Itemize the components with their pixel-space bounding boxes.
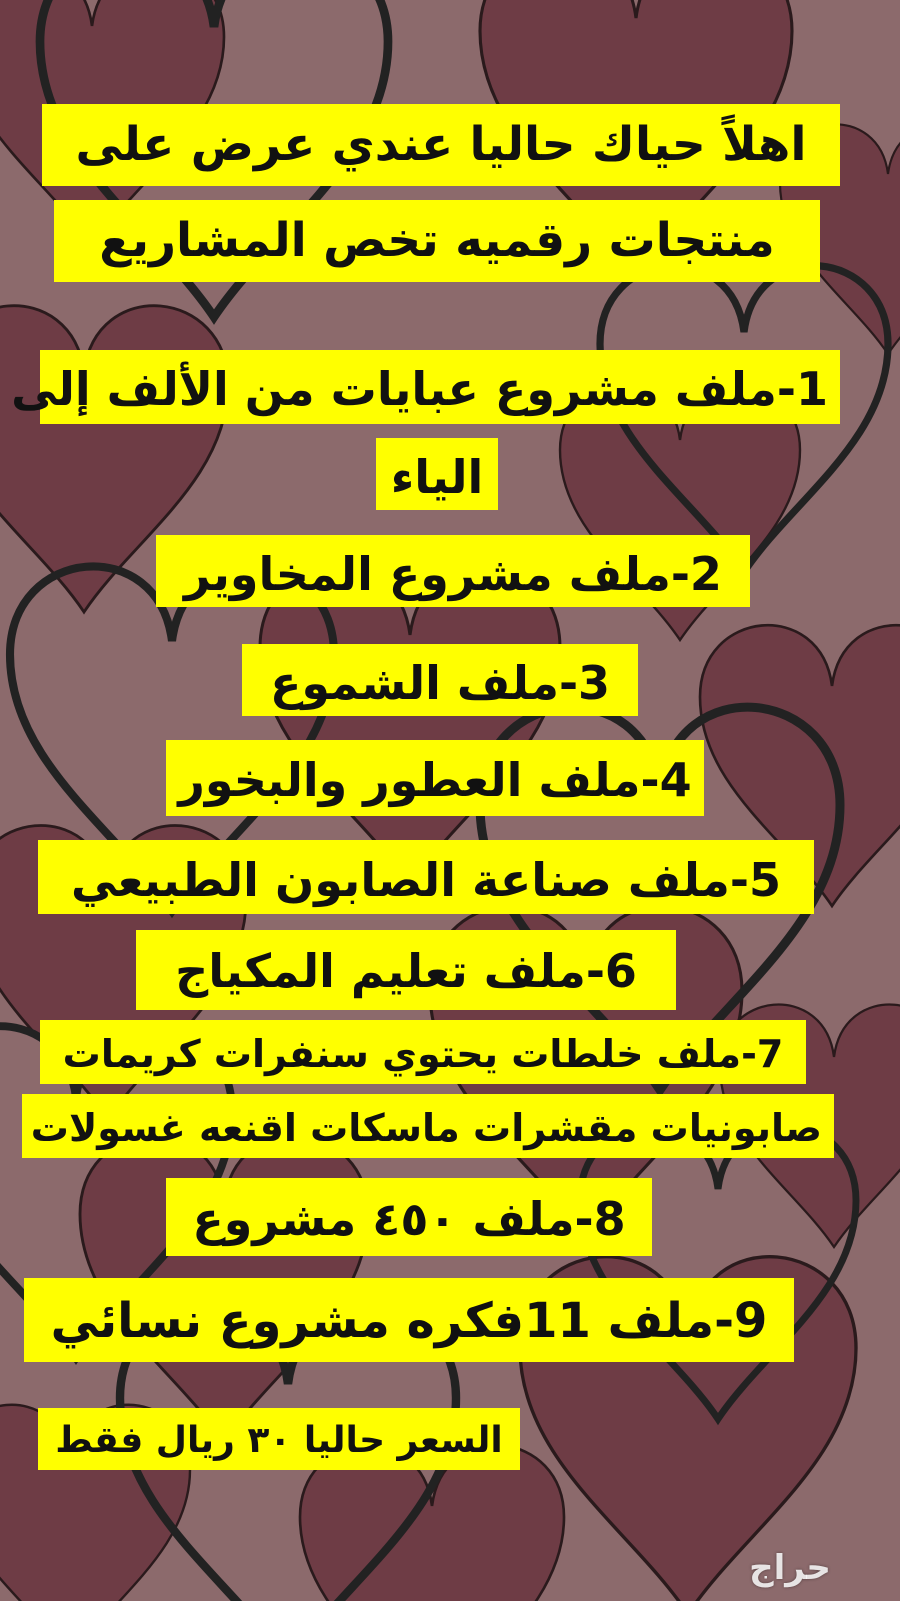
header-line-1: اهلاً حياك حاليا عندي عرض على bbox=[42, 104, 840, 186]
price-note: السعر حاليا ٣٠ ريال فقط bbox=[38, 1408, 520, 1470]
item-2: 2-ملف مشروع المخاوير bbox=[156, 535, 750, 607]
item-1-line-1: 1-ملف مشروع عبايات من الألف إلى bbox=[40, 350, 840, 424]
haraj-watermark: حراج bbox=[749, 1548, 831, 1588]
item-6: 6-ملف تعليم المكياج bbox=[136, 930, 676, 1010]
item-3: 3-ملف الشموع bbox=[242, 644, 638, 716]
item-5: 5-ملف صناعة الصابون الطبيعي bbox=[38, 840, 814, 914]
item-1-line-2: الياء bbox=[376, 438, 498, 510]
item-4: 4-ملف العطور والبخور bbox=[166, 740, 704, 816]
header-line-2: منتجات رقميه تخص المشاريع bbox=[54, 200, 820, 282]
item-7-line-2: صابونيات مقشرات ماسكات اقنعه غسولات bbox=[22, 1094, 834, 1158]
item-7-line-1: 7-ملف خلطات يحتوي سنفرات كريمات bbox=[40, 1020, 806, 1084]
item-9: 9-ملف 11فكره مشروع نسائي bbox=[24, 1278, 794, 1362]
item-8: 8-ملف ٤٥٠ مشروع bbox=[166, 1178, 652, 1256]
